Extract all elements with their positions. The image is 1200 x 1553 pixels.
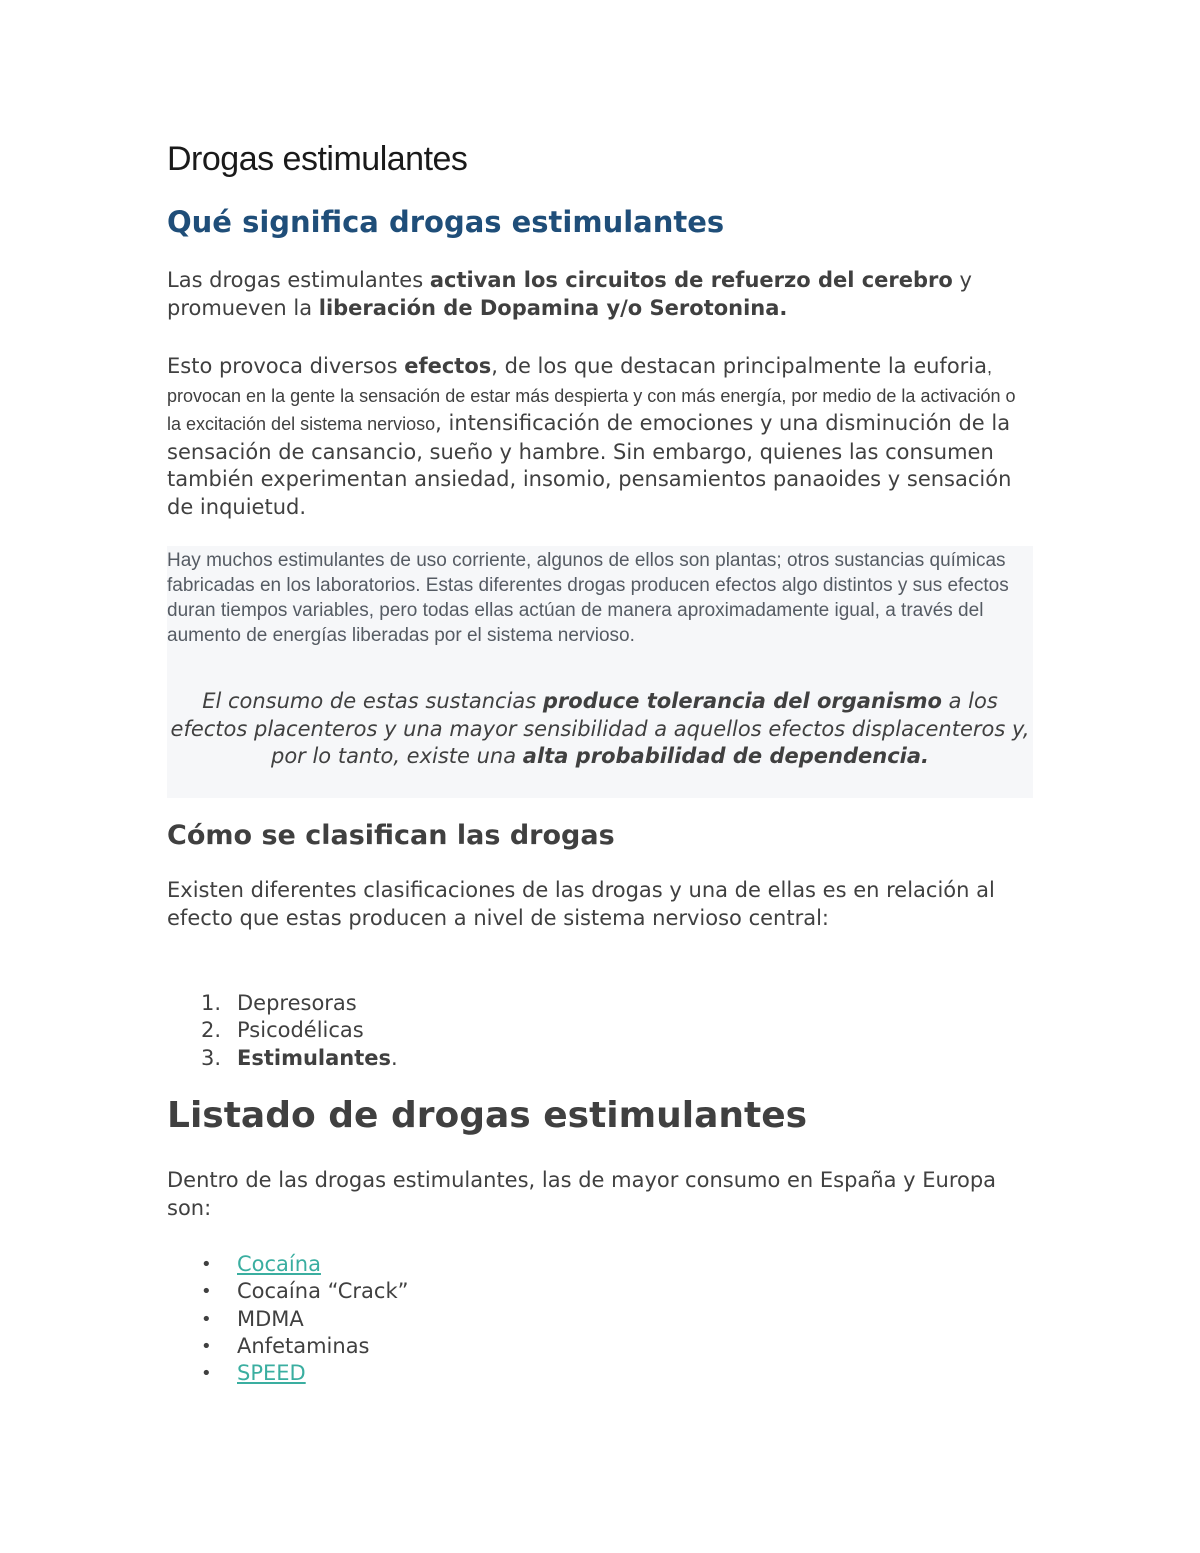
list-item: 2. Psicodélicas xyxy=(201,1018,364,1043)
list-item: • MDMA xyxy=(167,1306,1027,1333)
paragraph-intro: Las drogas estimulantes activan los circuitos de refuerzo del cerebro y promueven la liberación de Dopamina y/o Serotonina. xyxy=(167,268,972,320)
list-item xyxy=(167,1251,1027,1278)
heading-listado: Listado de drogas estimulantes xyxy=(167,1095,808,1136)
list-item: • Anfetaminas xyxy=(167,1333,1027,1360)
quote-text: Hay muchos estimulantes de uso corriente, algunos de ellos son plantas; otros sustancias químicas fabricadas en los laboratorios. Estas diferentes drogas producen efectos algo distintos y sus efectos duran tiempos variables, pero todas ellas actúan de manera aproximadamente igual, a través del aumento de energías liberadas por el sistema nervioso. xyxy=(167,550,1009,646)
bullet-icon: • xyxy=(201,1281,212,1303)
list-item xyxy=(167,1360,1027,1387)
heading-como-se-clasifican: Cómo se clasifican las drogas xyxy=(167,820,615,851)
document-title: Drogas estimulantes xyxy=(167,140,468,178)
link-cocaina[interactable]: Cocaína xyxy=(237,1252,321,1276)
link-speed[interactable]: SPEED xyxy=(237,1361,306,1386)
bullet-icon: • xyxy=(201,1335,212,1357)
list-item: • Cocaína “Crack” xyxy=(167,1278,1027,1305)
bullet-icon: • xyxy=(201,1363,212,1385)
bullet-list xyxy=(167,1251,1027,1387)
paragraph-listado: Dentro de las drogas estimulantes, las de mayor consumo en España y Europa son: xyxy=(167,1168,997,1220)
ordered-list xyxy=(167,990,1027,1072)
paragraph-effects: Esto provoca diversos efectos, de los que destacan principalmente la euforia, provocan en la gente la sensación de estar más despierta y con más energía, por medio de la activación o la excitación del sistema nervioso, intensificación de emociones y una disminución de la sensación de cansancio, sueño y hambre. Sin embargo, quienes las consumen también experimentan ansiedad, insomio, pensamientos panaoides y sensación de inquietud. xyxy=(167,354,1016,519)
bullet-icon: • xyxy=(201,1308,212,1330)
list-item: 1. Depresoras xyxy=(201,991,357,1015)
heading-que-significa: Qué significa drogas estimulantes xyxy=(167,205,725,239)
list-item: 3. Estimulantes. xyxy=(201,1045,398,1070)
bullet-icon: • xyxy=(201,1254,212,1275)
quote-emphasis: El consumo de estas sustancias produce tolerancia del organismo a los efectos placenteros y una mayor sensibilidad a aquellos efectos displacenteros y, por lo tanto, existe una alta probabilidad de dependencia. xyxy=(170,689,1030,768)
paragraph-classification: Existen diferentes clasificaciones de las drogas y una de ellas es en relación al efecto que estas producen a nivel de sistema nervioso central: xyxy=(167,878,995,930)
